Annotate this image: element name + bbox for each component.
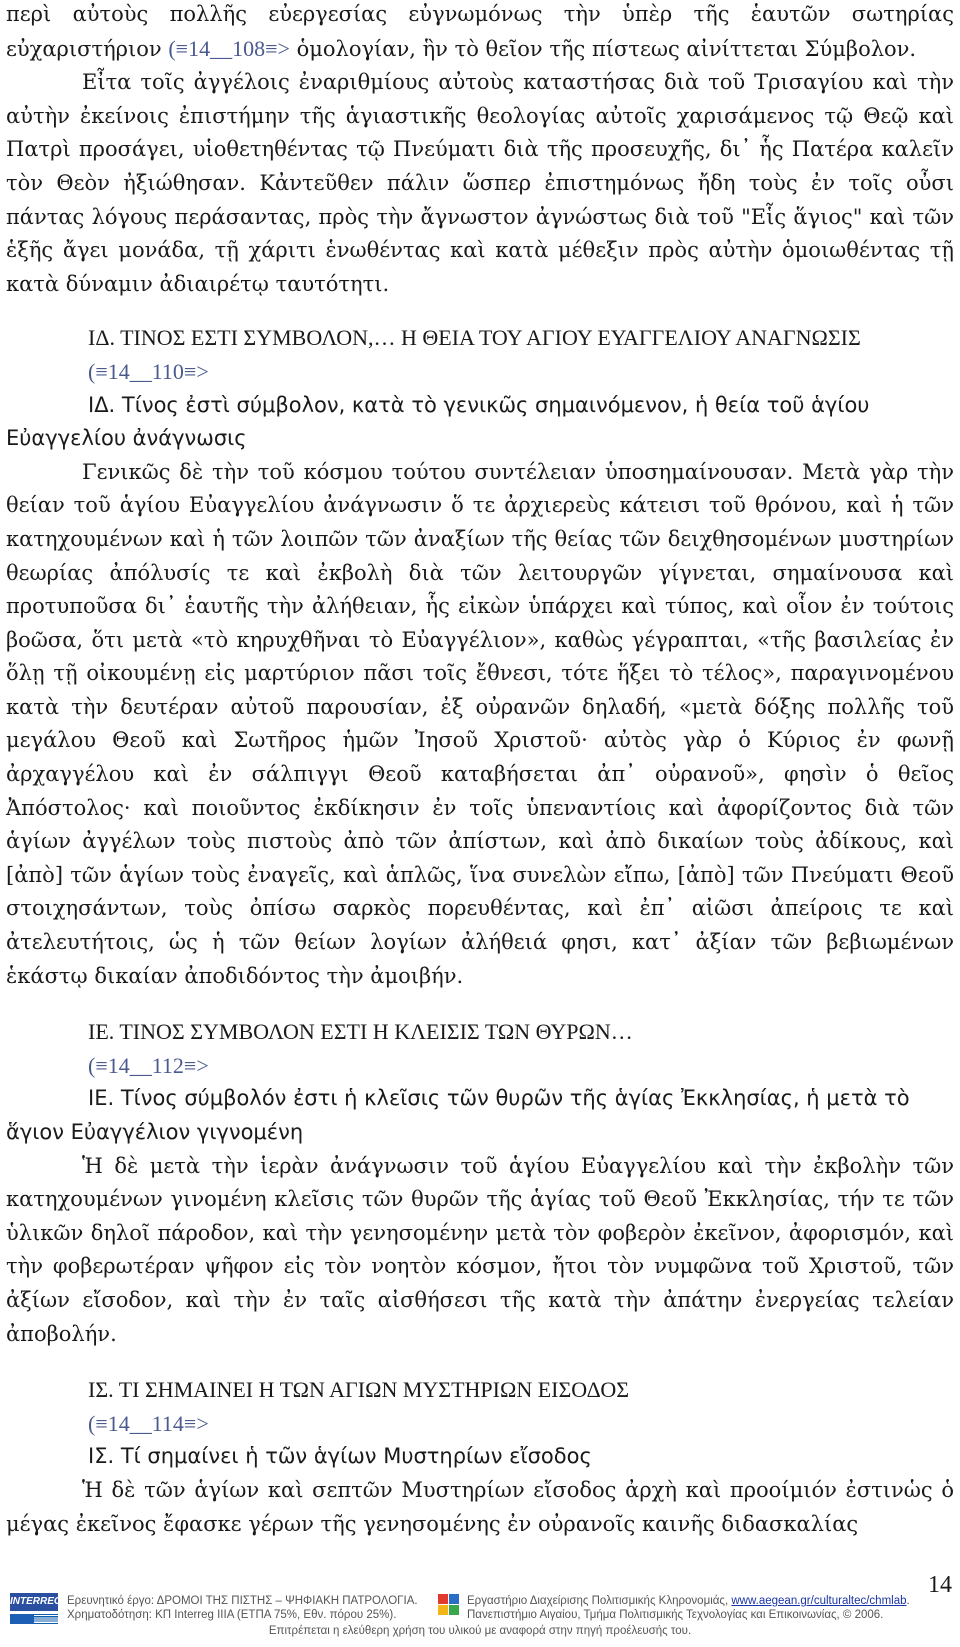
section-text-16: Ἡ δὲ τῶν ἁγίων καὶ σεπτῶν Μυστηρίων εἴσοδος ἀρχὴ καὶ προοίμιόν ἐστινὡς ὁ μέγας ἐκεῖνος ἔφασκε γέρων τῆς γενησομένης ἐν οὐρανοῖς καινῆς διδασκαλίας <box>6 1477 954 1536</box>
footer-link-end: . <box>906 1595 910 1607</box>
flags-icon <box>10 1614 58 1624</box>
footer-funding: Χρηματοδότηση: ΚΠ Interreg IIIA (ΕΤΠΑ 75%, Εθν. πόρου 25%). <box>67 1609 397 1621</box>
page-number: 14 <box>928 1572 952 1598</box>
footer-right <box>467 1594 910 1622</box>
section-heading-14: ΙΔ. Τίνος ἐστὶ σύμβολον, κατὰ τὸ γενικῶς σημαινόμενον, ἡ θεία τοῦ ἁγίου Εὐαγγελίου ἀνάγνωσις <box>6 392 870 451</box>
footer-license: Επιτρέπεται η ελεύθερη χρήση του υλικού με αναφορά στην πηγή προέλευσής του. <box>268 1625 692 1637</box>
page-marker-112: (≡14__112≡> <box>88 1052 209 1078</box>
paragraph-intro-tail: ὁμολογίαν, ἣν τὸ θεῖον τῆς πίστεως αἰνίττεται Σύμβολον. <box>296 36 917 61</box>
section-title-16: ΙΣ. ΤΙ ΣΗΜΑΙΝΕΙ Η ΤΩΝ ΑΓΙΩΝ ΜΥΣΤΗΡΙΩΝ ΕΙΣΟΔΟΣ <box>88 1377 630 1403</box>
paragraph-intro-text: περὶ αὐτοὺς πολλῆς εὐεργεσίας εὐγνωμόνως τὴν ὑπὲρ τῆς ἑαυτῶν σωτηρίας εὐχαριστήριον <box>6 2 954 61</box>
footer-link[interactable]: www.aegean.gr/culturaltec/chmlab <box>731 1595 907 1607</box>
page-marker-108: (≡14__108≡> <box>168 35 290 61</box>
section-title-14: ΙΔ. ΤΙΝΟΣ ΕΣΤΙ ΣΥΜΒΟΛΟΝ,… Η ΘΕΙΑ ΤΟΥ ΑΓΙΟΥ ΕΥΑΓΓΕΛΙΟΥ ΑΝΑΓΝΩΣΙΣ <box>88 325 861 351</box>
document-body <box>6 0 954 1541</box>
page-marker-114: (≡14__114≡> <box>88 1410 209 1436</box>
section-heading-15: ΙΕ. Τίνος σύμβολόν ἐστι ἡ κλεῖσις τῶν θυρῶν τῆς ἁγίας Ἐκκλησίας, ἡ μετὰ τὸ ἅγιον Εὐαγγέλιον γιγνομένη <box>6 1086 910 1144</box>
section-title-15: ΙΕ. ΤΙΝΟΣ ΣΥΜΒΟΛΟΝ ΕΣΤΙ Η ΚΛΕΙΣΙΣ ΤΩΝ ΘΥΡΩΝ… <box>88 1019 633 1045</box>
footer <box>0 1590 960 1647</box>
aegean-logo-icon <box>438 1594 460 1616</box>
footer-lab: Εργαστήριο Διαχείρισης Πολιτισμικής Κληρονομιάς, <box>467 1595 729 1607</box>
page-marker-110: (≡14__110≡> <box>88 358 209 384</box>
paragraph-intro <box>6 0 954 66</box>
interreg-logo: INTERREG <box>10 1593 58 1611</box>
footer-university: Πανεπιστήμιο Αιγαίου, Τμήμα Πολιτισμικής Τεχνολογίας και Επικοινωνίας, © 2006. <box>467 1609 884 1621</box>
section-heading-16: ΙΣ. Τί σημαίνει ἡ τῶν ἁγίων Μυστηρίων εἴσοδος <box>88 1444 592 1469</box>
footer-left <box>67 1594 418 1622</box>
section-text-14: Γενικῶς δὲ τὴν τοῦ κόσμου τούτου συντέλειαν ὑποσημαίνουσαν. Μετὰ γὰρ τὴν θείαν τοῦ ἁγίου Εὐαγγελίου ἀνάγνωσιν ὅ τε ἀρχιερεὺς κάτεισι τοῦ θρόνου, καὶ ἡ τῶν κατηχουμένων καὶ ἡ τῶν λοιπῶν τῶν ἀναξίων τῆς θείας τῶν δειχθησομένων μυστηρίων θεωρίας ἀπόλυσίς τε καὶ ἐκβολὴ διὰ τῶν λειτουργῶν γίγνεται, σημαίνουσα καὶ προτυποῦσα δι᾽ ἑαυτῆς τὴν ἀλήθειαν, ἧς εἰκὼν ὑπάρχει καὶ τύπος, καὶ οἷον ἐν τούτοις βοῶσα, ὅτι μετὰ «τὸ κηρυχθῆναι τὸ Εὐαγγέλιον», καθὼς γέγραπται, «τῆς βασιλείας ἐν ὅλῃ τῇ οἰκουμένῃ εἰς μαρτύριον πᾶσι τοῖς ἔθνεσι, τότε ἥξει τὸ τέλος», παραγινομένου κατὰ τὴν δευτέραν αὐτοῦ παρουσίαν, ἐξ οὐρανῶν δηλαδή, «μετὰ δόξης πολλῆς τοῦ μεγάλου Θεοῦ καὶ Σωτῆρος ἡμῶν Ἰησοῦ Χριστοῦ· αὐτὸς γὰρ ὁ Κύριος ἐν φωνῇ ἀρχαγγέλου καὶ ἐν σάλπιγγι Θεοῦ καταβήσεται ἀπ᾽ οὐρανοῦ», φησὶν ὁ θεῖος Ἀπόστολος· καὶ ποιοῦντος ἐκδίκησιν ἐν τοῖς ὑπεναντίοις καὶ ἀφορίζοντος διὰ τῶν ἁγίων ἀγγέλων τοὺς πιστοὺς ἀπὸ τῶν ἀπίστων, καὶ ἀπὸ δικαίων τοὺς ἀδίκους, καὶ [ἀπὸ] τῶν ἁγίων τοὺς ἐναγεῖς, καὶ ἁπλῶς, ἵνα συνελὼν εἴπω, [ἀπὸ] τῶν Πνεύματι Θεοῦ στοιχησάντων, τοὺς ὀπίσω σαρκὸς πορευθέντας, καὶ ἐπ᾽ αἰῶσι ἀπείροις τε καὶ ἀτελευτήτοις, ὡς ἡ τῶν θείων λογίων ἀλήθειά φησι, κατ᾽ ἀξίαν τῶν βεβιωμένων ἑκάστῳ δικαίαν ἀποδιδόντος τὴν ἀμοιβήν. <box>6 459 954 988</box>
footer-project: Ερευνητικό έργο: ΔΡΟΜΟΙ ΤΗΣ ΠΙΣΤΗΣ – ΨΗΦΙΑΚΗ ΠΑΤΡΟΛΟΓΙΑ. <box>67 1595 418 1607</box>
paragraph-eita: Εἶτα τοῖς ἀγγέλοις ἐναριθμίους αὐτοὺς καταστήσας διὰ τοῦ Τρισαγίου καὶ τὴν αὐτὴν ἐκείνοις ἐπιστήμην τῆς ἁγιαστικῆς θεολογίας αὐτοῖς χαρισάμενος τῷ Θεῷ καὶ Πατρὶ προσάγει, υἱοθετηθέντας τῷ Πνεύματι διὰ τῆς προσευχῆς, δι᾽ ἧς Πατέρα καλεῖν τὸν Θεὸν ἠξιώθησαν. Κἀντεῦθεν πάλιν ὥσπερ ἐπιστημόνως ἤδη τοὺς ἐν τοῖς οὖσι πάντας λόγους περάσαντας, πρὸς τὴν ἄγνωστον ἀγνώστως διὰ τοῦ "Εἷς ἅγιος" καὶ τῶν ἑξῆς ἄγει μονάδα, τῇ χάριτι ἑνωθέντας καὶ κατὰ μέθεξιν πρὸς αὐτὴν ὁμοιωθέντας τῇ κατὰ δύναμιν ἀδιαιρέτῳ ταυτότητι. <box>6 70 954 296</box>
section-text-15: Ἡ δὲ μετὰ τὴν ἱερὰν ἀνάγνωσιν τοῦ ἁγίου Εὐαγγελίου καὶ τὴν ἐκβολὴν τῶν κατηχουμένων γινομένη κλεῖσις τῶν θυρῶν τῆς ἁγίας τοῦ Θεοῦ Ἐκκλησίας, τήν τε τῶν ὑλικῶν δηλοῖ πάροδον, καὶ τὴν γενησομένην μετὰ τὸν φοβερὸν ἐκεῖνον, ἀφορισμόν, καὶ τὴν φοβερωτέραν ψῆφον εἰς τὸν νοητὸν κόσμον, ἤτοι τὸν νυμφῶνα τοῦ Χριστοῦ, τῶν ἀξίων εἴσοδον, καὶ τὴν ἐν ταῖς αἰσθήσεσι τῆς κατὰ τὴν ἀπάτην ἐνεργείας τελείαν ἀποβολήν. <box>6 1153 954 1346</box>
